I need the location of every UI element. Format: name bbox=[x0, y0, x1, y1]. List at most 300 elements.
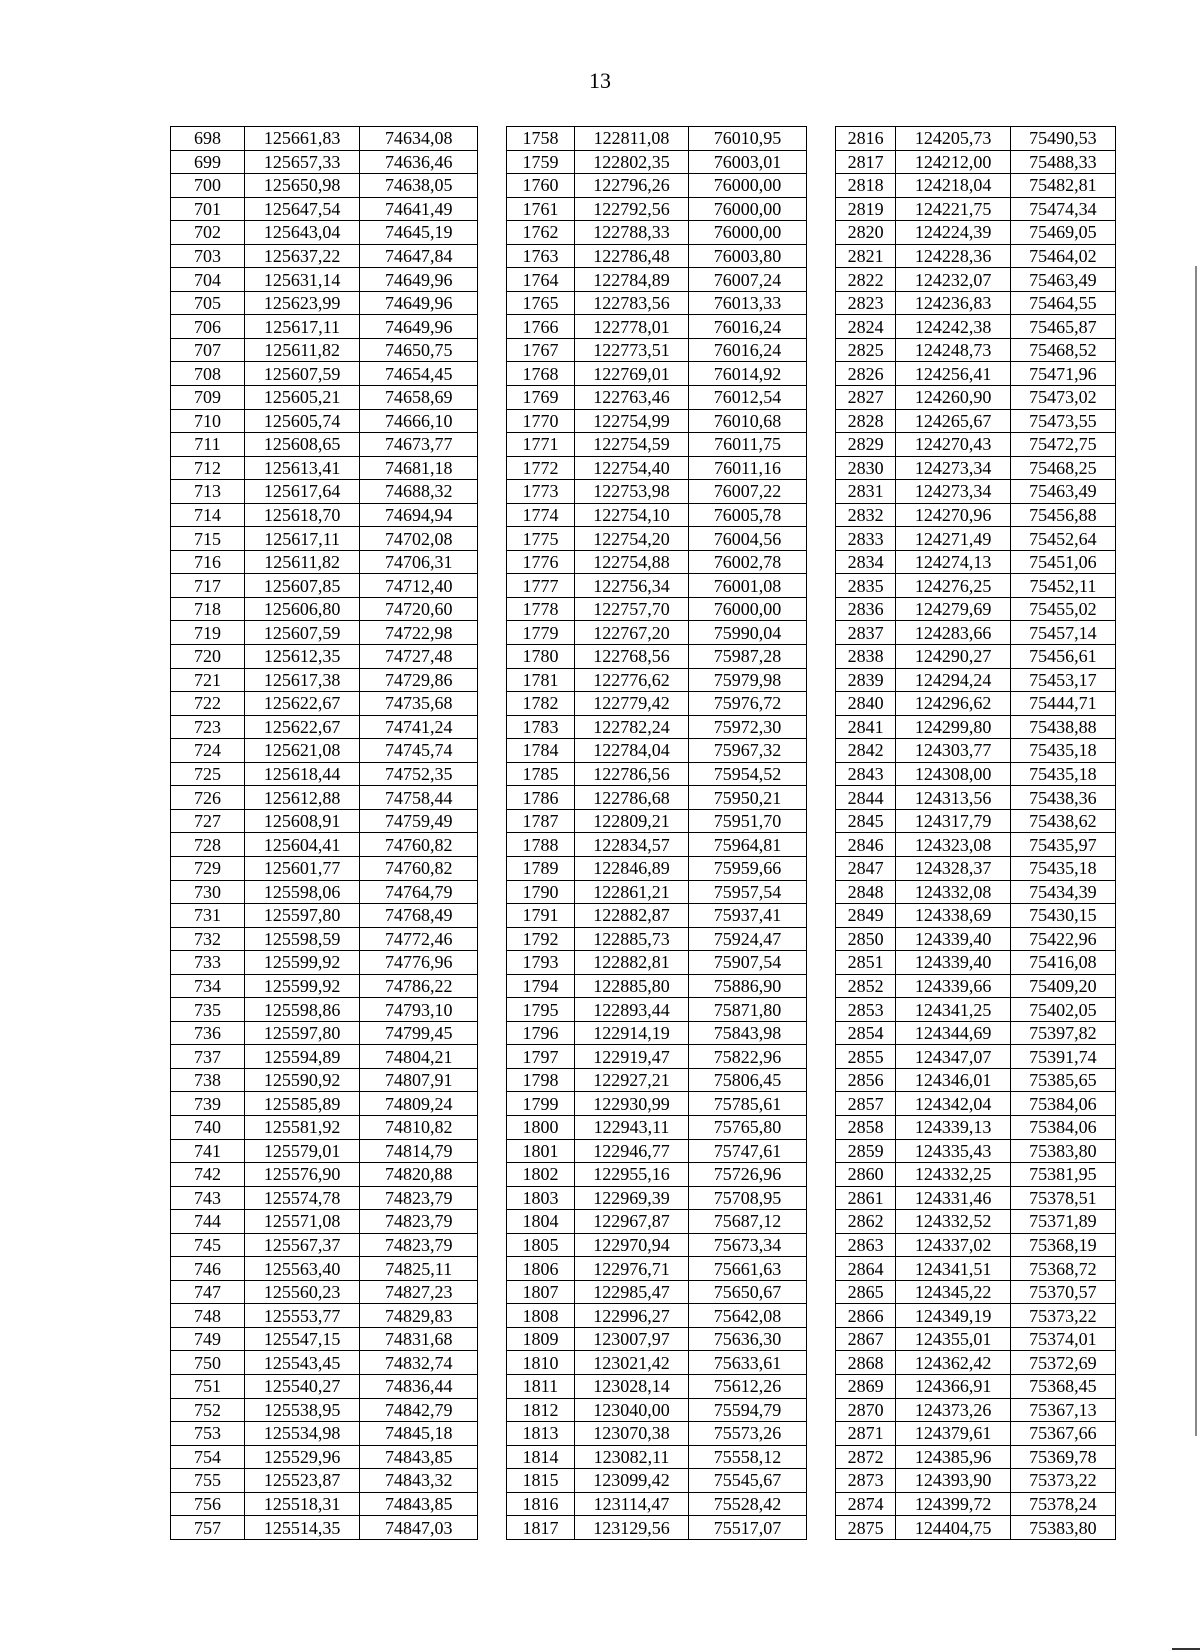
column-gap bbox=[478, 1280, 507, 1304]
x-coordinate-cell: 122792,56 bbox=[574, 197, 688, 221]
x-coordinate-cell: 124399,72 bbox=[896, 1492, 1010, 1516]
y-coordinate-cell: 75435,18 bbox=[1010, 856, 1115, 880]
x-coordinate-cell: 125594,89 bbox=[244, 1045, 360, 1069]
y-coordinate-cell: 74658,69 bbox=[360, 386, 478, 410]
x-coordinate-cell: 124332,08 bbox=[896, 880, 1010, 904]
point-number-cell: 708 bbox=[171, 362, 245, 386]
x-coordinate-cell: 125585,89 bbox=[244, 1092, 360, 1116]
y-coordinate-cell: 76013,33 bbox=[689, 291, 807, 315]
x-coordinate-cell: 124347,07 bbox=[896, 1045, 1010, 1069]
y-coordinate-cell: 75987,28 bbox=[689, 645, 807, 669]
point-number-cell: 2821 bbox=[835, 244, 895, 268]
point-number-cell: 743 bbox=[171, 1186, 245, 1210]
point-number-cell: 1767 bbox=[507, 338, 575, 362]
x-coordinate-cell: 122976,71 bbox=[574, 1257, 688, 1281]
point-number-cell: 722 bbox=[171, 692, 245, 716]
y-coordinate-cell: 75482,81 bbox=[1010, 174, 1115, 198]
x-coordinate-cell: 124362,42 bbox=[896, 1351, 1010, 1375]
y-coordinate-cell: 75457,14 bbox=[1010, 621, 1115, 645]
point-number-cell: 754 bbox=[171, 1445, 245, 1469]
point-number-cell: 1807 bbox=[507, 1280, 575, 1304]
y-coordinate-cell: 74727,48 bbox=[360, 645, 478, 669]
point-number-cell: 1759 bbox=[507, 150, 575, 174]
x-coordinate-cell: 125607,85 bbox=[244, 574, 360, 598]
table-row bbox=[171, 1163, 1116, 1187]
x-coordinate-cell: 125622,67 bbox=[244, 715, 360, 739]
x-coordinate-cell: 122783,56 bbox=[574, 291, 688, 315]
y-coordinate-cell: 75381,95 bbox=[1010, 1163, 1115, 1187]
column-gap bbox=[478, 1257, 507, 1281]
column-gap bbox=[806, 786, 835, 810]
point-number-cell: 2841 bbox=[835, 715, 895, 739]
point-number-cell: 1795 bbox=[507, 998, 575, 1022]
x-coordinate-cell: 124346,01 bbox=[896, 1068, 1010, 1092]
x-coordinate-cell: 122802,35 bbox=[574, 150, 688, 174]
point-number-cell: 2846 bbox=[835, 833, 895, 857]
x-coordinate-cell: 122882,87 bbox=[574, 904, 688, 928]
y-coordinate-cell: 75463,49 bbox=[1010, 268, 1115, 292]
point-number-cell: 1781 bbox=[507, 668, 575, 692]
scan-edge-mark bbox=[1195, 266, 1197, 1436]
point-number-cell: 1816 bbox=[507, 1492, 575, 1516]
column-gap bbox=[806, 386, 835, 410]
point-number-cell: 2839 bbox=[835, 668, 895, 692]
point-number-cell: 1813 bbox=[507, 1422, 575, 1446]
x-coordinate-cell: 124339,40 bbox=[896, 927, 1010, 951]
x-coordinate-cell: 122927,21 bbox=[574, 1068, 688, 1092]
point-number-cell: 737 bbox=[171, 1045, 245, 1069]
y-coordinate-cell: 76003,80 bbox=[689, 244, 807, 268]
y-coordinate-cell: 74820,88 bbox=[360, 1163, 478, 1187]
x-coordinate-cell: 123040,00 bbox=[574, 1398, 688, 1422]
x-coordinate-cell: 122773,51 bbox=[574, 338, 688, 362]
point-number-cell: 1780 bbox=[507, 645, 575, 669]
column-gap bbox=[806, 127, 835, 151]
y-coordinate-cell: 76010,95 bbox=[689, 127, 807, 151]
x-coordinate-cell: 125574,78 bbox=[244, 1186, 360, 1210]
column-gap bbox=[478, 127, 507, 151]
x-coordinate-cell: 122919,47 bbox=[574, 1045, 688, 1069]
column-gap bbox=[478, 574, 507, 598]
y-coordinate-cell: 76007,24 bbox=[689, 268, 807, 292]
x-coordinate-cell: 124236,83 bbox=[896, 291, 1010, 315]
point-number-cell: 2858 bbox=[835, 1115, 895, 1139]
point-number-cell: 1770 bbox=[507, 409, 575, 433]
point-number-cell: 1760 bbox=[507, 174, 575, 198]
x-coordinate-cell: 124342,04 bbox=[896, 1092, 1010, 1116]
point-number-cell: 698 bbox=[171, 127, 245, 151]
table-row bbox=[171, 550, 1116, 574]
y-coordinate-cell: 75937,41 bbox=[689, 904, 807, 928]
point-number-cell: 700 bbox=[171, 174, 245, 198]
y-coordinate-cell: 75573,26 bbox=[689, 1422, 807, 1446]
y-coordinate-cell: 74843,85 bbox=[360, 1492, 478, 1516]
x-coordinate-cell: 125599,92 bbox=[244, 951, 360, 975]
y-coordinate-cell: 74807,91 bbox=[360, 1068, 478, 1092]
table-row bbox=[171, 1422, 1116, 1446]
column-gap bbox=[478, 268, 507, 292]
y-coordinate-cell: 74829,83 bbox=[360, 1304, 478, 1328]
point-number-cell: 727 bbox=[171, 809, 245, 833]
point-number-cell: 1808 bbox=[507, 1304, 575, 1328]
x-coordinate-cell: 125607,59 bbox=[244, 621, 360, 645]
x-coordinate-cell: 124385,96 bbox=[896, 1445, 1010, 1469]
point-number-cell: 2849 bbox=[835, 904, 895, 928]
y-coordinate-cell: 75957,54 bbox=[689, 880, 807, 904]
point-number-cell: 702 bbox=[171, 221, 245, 245]
x-coordinate-cell: 123007,97 bbox=[574, 1327, 688, 1351]
x-coordinate-cell: 122946,77 bbox=[574, 1139, 688, 1163]
column-gap bbox=[806, 856, 835, 880]
x-coordinate-cell: 125607,59 bbox=[244, 362, 360, 386]
x-coordinate-cell: 124265,67 bbox=[896, 409, 1010, 433]
y-coordinate-cell: 75453,17 bbox=[1010, 668, 1115, 692]
point-number-cell: 2852 bbox=[835, 974, 895, 998]
point-number-cell: 1775 bbox=[507, 527, 575, 551]
x-coordinate-cell: 125540,27 bbox=[244, 1374, 360, 1398]
x-coordinate-cell: 125617,11 bbox=[244, 315, 360, 339]
y-coordinate-cell: 75371,89 bbox=[1010, 1210, 1115, 1234]
column-gap bbox=[478, 951, 507, 975]
point-number-cell: 2818 bbox=[835, 174, 895, 198]
point-number-cell: 2843 bbox=[835, 762, 895, 786]
point-number-cell: 710 bbox=[171, 409, 245, 433]
x-coordinate-cell: 125563,40 bbox=[244, 1257, 360, 1281]
y-coordinate-cell: 75452,11 bbox=[1010, 574, 1115, 598]
y-coordinate-cell: 74712,40 bbox=[360, 574, 478, 598]
table-row bbox=[171, 480, 1116, 504]
column-gap bbox=[806, 1351, 835, 1375]
column-gap bbox=[806, 409, 835, 433]
point-number-cell: 2842 bbox=[835, 739, 895, 763]
column-gap bbox=[478, 645, 507, 669]
x-coordinate-cell: 125608,65 bbox=[244, 433, 360, 457]
table-row bbox=[171, 1351, 1116, 1375]
column-gap bbox=[478, 1139, 507, 1163]
column-gap bbox=[806, 527, 835, 551]
point-number-cell: 701 bbox=[171, 197, 245, 221]
point-number-cell: 1790 bbox=[507, 880, 575, 904]
x-coordinate-cell: 125601,77 bbox=[244, 856, 360, 880]
x-coordinate-cell: 124212,00 bbox=[896, 150, 1010, 174]
x-coordinate-cell: 124221,75 bbox=[896, 197, 1010, 221]
table-row bbox=[171, 833, 1116, 857]
column-gap bbox=[478, 786, 507, 810]
y-coordinate-cell: 74636,46 bbox=[360, 150, 478, 174]
x-coordinate-cell: 122786,68 bbox=[574, 786, 688, 810]
x-coordinate-cell: 125613,41 bbox=[244, 456, 360, 480]
page-number: 13 bbox=[589, 68, 611, 93]
x-coordinate-cell: 124205,73 bbox=[896, 127, 1010, 151]
y-coordinate-cell: 74649,96 bbox=[360, 268, 478, 292]
x-coordinate-cell: 122769,01 bbox=[574, 362, 688, 386]
y-coordinate-cell: 75422,96 bbox=[1010, 927, 1115, 951]
y-coordinate-cell: 75370,57 bbox=[1010, 1280, 1115, 1304]
point-number-cell: 1771 bbox=[507, 433, 575, 457]
x-coordinate-cell: 125606,80 bbox=[244, 597, 360, 621]
y-coordinate-cell: 75972,30 bbox=[689, 715, 807, 739]
table-row bbox=[171, 1257, 1116, 1281]
point-number-cell: 1794 bbox=[507, 974, 575, 998]
column-gap bbox=[806, 221, 835, 245]
y-coordinate-cell: 74760,82 bbox=[360, 833, 478, 857]
x-coordinate-cell: 124270,96 bbox=[896, 503, 1010, 527]
x-coordinate-cell: 125605,74 bbox=[244, 409, 360, 433]
table-row bbox=[171, 1068, 1116, 1092]
x-coordinate-cell: 125617,11 bbox=[244, 527, 360, 551]
point-number-cell: 2848 bbox=[835, 880, 895, 904]
y-coordinate-cell: 74764,79 bbox=[360, 880, 478, 904]
x-coordinate-cell: 125650,98 bbox=[244, 174, 360, 198]
x-coordinate-cell: 122757,70 bbox=[574, 597, 688, 621]
point-number-cell: 709 bbox=[171, 386, 245, 410]
y-coordinate-cell: 75990,04 bbox=[689, 621, 807, 645]
point-number-cell: 2863 bbox=[835, 1233, 895, 1257]
point-number-cell: 2859 bbox=[835, 1139, 895, 1163]
y-coordinate-cell: 75464,55 bbox=[1010, 291, 1115, 315]
x-coordinate-cell: 123099,42 bbox=[574, 1469, 688, 1493]
column-gap bbox=[478, 668, 507, 692]
point-number-cell: 2831 bbox=[835, 480, 895, 504]
point-number-cell: 1773 bbox=[507, 480, 575, 504]
x-coordinate-cell: 125612,88 bbox=[244, 786, 360, 810]
y-coordinate-cell: 75517,07 bbox=[689, 1516, 807, 1540]
y-coordinate-cell: 75951,70 bbox=[689, 809, 807, 833]
y-coordinate-cell: 75843,98 bbox=[689, 1021, 807, 1045]
column-gap bbox=[806, 1186, 835, 1210]
y-coordinate-cell: 74772,46 bbox=[360, 927, 478, 951]
y-coordinate-cell: 75416,08 bbox=[1010, 951, 1115, 975]
table-row bbox=[171, 998, 1116, 1022]
y-coordinate-cell: 74666,10 bbox=[360, 409, 478, 433]
y-coordinate-cell: 75384,06 bbox=[1010, 1115, 1115, 1139]
point-number-cell: 2857 bbox=[835, 1092, 895, 1116]
point-number-cell: 718 bbox=[171, 597, 245, 621]
point-number-cell: 748 bbox=[171, 1304, 245, 1328]
x-coordinate-cell: 124274,13 bbox=[896, 550, 1010, 574]
y-coordinate-cell: 75369,78 bbox=[1010, 1445, 1115, 1469]
x-coordinate-cell: 124339,13 bbox=[896, 1115, 1010, 1139]
x-coordinate-cell: 124242,38 bbox=[896, 315, 1010, 339]
table-row bbox=[171, 291, 1116, 315]
y-coordinate-cell: 75822,96 bbox=[689, 1045, 807, 1069]
column-gap bbox=[806, 1445, 835, 1469]
table-row bbox=[171, 1139, 1116, 1163]
x-coordinate-cell: 124404,75 bbox=[896, 1516, 1010, 1540]
point-number-cell: 740 bbox=[171, 1115, 245, 1139]
point-number-cell: 2823 bbox=[835, 291, 895, 315]
column-gap bbox=[478, 1210, 507, 1234]
y-coordinate-cell: 76016,24 bbox=[689, 315, 807, 339]
x-coordinate-cell: 125622,67 bbox=[244, 692, 360, 716]
x-coordinate-cell: 125618,70 bbox=[244, 503, 360, 527]
x-coordinate-cell: 125661,83 bbox=[244, 127, 360, 151]
point-number-cell: 742 bbox=[171, 1163, 245, 1187]
column-gap bbox=[806, 739, 835, 763]
y-coordinate-cell: 74641,49 bbox=[360, 197, 478, 221]
x-coordinate-cell: 125657,33 bbox=[244, 150, 360, 174]
x-coordinate-cell: 122782,24 bbox=[574, 715, 688, 739]
table-row bbox=[171, 1233, 1116, 1257]
x-coordinate-cell: 122768,56 bbox=[574, 645, 688, 669]
y-coordinate-cell: 74729,86 bbox=[360, 668, 478, 692]
y-coordinate-cell: 74804,21 bbox=[360, 1045, 478, 1069]
y-coordinate-cell: 75373,22 bbox=[1010, 1304, 1115, 1328]
y-coordinate-cell: 76011,75 bbox=[689, 433, 807, 457]
column-gap bbox=[478, 315, 507, 339]
y-coordinate-cell: 74786,22 bbox=[360, 974, 478, 998]
column-gap bbox=[478, 550, 507, 574]
y-coordinate-cell: 75954,52 bbox=[689, 762, 807, 786]
x-coordinate-cell: 124308,00 bbox=[896, 762, 1010, 786]
y-coordinate-cell: 75373,22 bbox=[1010, 1469, 1115, 1493]
x-coordinate-cell: 124218,04 bbox=[896, 174, 1010, 198]
column-gap bbox=[478, 174, 507, 198]
x-coordinate-cell: 122970,94 bbox=[574, 1233, 688, 1257]
y-coordinate-cell: 75469,05 bbox=[1010, 221, 1115, 245]
x-coordinate-cell: 123028,14 bbox=[574, 1374, 688, 1398]
y-coordinate-cell: 75435,18 bbox=[1010, 762, 1115, 786]
x-coordinate-cell: 125617,64 bbox=[244, 480, 360, 504]
table-row bbox=[171, 1304, 1116, 1328]
y-coordinate-cell: 74735,68 bbox=[360, 692, 478, 716]
column-gap bbox=[478, 739, 507, 763]
y-coordinate-cell: 74836,44 bbox=[360, 1374, 478, 1398]
x-coordinate-cell: 124256,41 bbox=[896, 362, 1010, 386]
x-coordinate-cell: 125631,14 bbox=[244, 268, 360, 292]
y-coordinate-cell: 75806,45 bbox=[689, 1068, 807, 1092]
point-number-cell: 2865 bbox=[835, 1280, 895, 1304]
table-row bbox=[171, 597, 1116, 621]
point-number-cell: 707 bbox=[171, 338, 245, 362]
point-number-cell: 1787 bbox=[507, 809, 575, 833]
y-coordinate-cell: 75650,67 bbox=[689, 1280, 807, 1304]
column-gap bbox=[478, 1374, 507, 1398]
coordinates-table-body bbox=[171, 127, 1116, 1540]
table-row bbox=[171, 692, 1116, 716]
y-coordinate-cell: 75765,80 bbox=[689, 1115, 807, 1139]
x-coordinate-cell: 122885,73 bbox=[574, 927, 688, 951]
y-coordinate-cell: 74654,45 bbox=[360, 362, 478, 386]
x-coordinate-cell: 125576,90 bbox=[244, 1163, 360, 1187]
point-number-cell: 755 bbox=[171, 1469, 245, 1493]
table-row bbox=[171, 951, 1116, 975]
column-gap bbox=[806, 480, 835, 504]
x-coordinate-cell: 125523,87 bbox=[244, 1469, 360, 1493]
x-coordinate-cell: 122754,40 bbox=[574, 456, 688, 480]
y-coordinate-cell: 75886,90 bbox=[689, 974, 807, 998]
point-number-cell: 1782 bbox=[507, 692, 575, 716]
y-coordinate-cell: 75528,42 bbox=[689, 1492, 807, 1516]
point-number-cell: 719 bbox=[171, 621, 245, 645]
point-number-cell: 2873 bbox=[835, 1469, 895, 1493]
x-coordinate-cell: 124290,27 bbox=[896, 645, 1010, 669]
column-gap bbox=[478, 503, 507, 527]
y-coordinate-cell: 76010,68 bbox=[689, 409, 807, 433]
column-gap bbox=[806, 1327, 835, 1351]
point-number-cell: 738 bbox=[171, 1068, 245, 1092]
point-number-cell: 1814 bbox=[507, 1445, 575, 1469]
y-coordinate-cell: 75456,61 bbox=[1010, 645, 1115, 669]
x-coordinate-cell: 124331,46 bbox=[896, 1186, 1010, 1210]
column-gap bbox=[806, 1398, 835, 1422]
y-coordinate-cell: 74823,79 bbox=[360, 1210, 478, 1234]
column-gap bbox=[478, 386, 507, 410]
point-number-cell: 2844 bbox=[835, 786, 895, 810]
point-number-cell: 2862 bbox=[835, 1210, 895, 1234]
y-coordinate-cell: 75488,33 bbox=[1010, 150, 1115, 174]
column-gap bbox=[806, 550, 835, 574]
x-coordinate-cell: 125608,91 bbox=[244, 809, 360, 833]
x-coordinate-cell: 124328,37 bbox=[896, 856, 1010, 880]
point-number-cell: 757 bbox=[171, 1516, 245, 1540]
point-number-cell: 2861 bbox=[835, 1186, 895, 1210]
table-row bbox=[171, 1210, 1116, 1234]
point-number-cell: 712 bbox=[171, 456, 245, 480]
point-number-cell: 2855 bbox=[835, 1045, 895, 1069]
point-number-cell: 723 bbox=[171, 715, 245, 739]
x-coordinate-cell: 122955,16 bbox=[574, 1163, 688, 1187]
y-coordinate-cell: 76012,54 bbox=[689, 386, 807, 410]
point-number-cell: 1784 bbox=[507, 739, 575, 763]
point-number-cell: 1762 bbox=[507, 221, 575, 245]
table-row bbox=[171, 1492, 1116, 1516]
table-row bbox=[171, 409, 1116, 433]
y-coordinate-cell: 75472,75 bbox=[1010, 433, 1115, 457]
x-coordinate-cell: 125581,92 bbox=[244, 1115, 360, 1139]
x-coordinate-cell: 125612,35 bbox=[244, 645, 360, 669]
table-row bbox=[171, 1186, 1116, 1210]
column-gap bbox=[478, 809, 507, 833]
x-coordinate-cell: 124349,19 bbox=[896, 1304, 1010, 1328]
table-row bbox=[171, 1115, 1116, 1139]
table-row bbox=[171, 574, 1116, 598]
point-number-cell: 1786 bbox=[507, 786, 575, 810]
y-coordinate-cell: 75367,66 bbox=[1010, 1422, 1115, 1446]
point-number-cell: 1779 bbox=[507, 621, 575, 645]
y-coordinate-cell: 75907,54 bbox=[689, 951, 807, 975]
x-coordinate-cell: 122834,57 bbox=[574, 833, 688, 857]
point-number-cell: 2838 bbox=[835, 645, 895, 669]
point-number-cell: 1785 bbox=[507, 762, 575, 786]
point-number-cell: 1796 bbox=[507, 1021, 575, 1045]
y-coordinate-cell: 76005,78 bbox=[689, 503, 807, 527]
x-coordinate-cell: 124224,39 bbox=[896, 221, 1010, 245]
x-coordinate-cell: 125538,95 bbox=[244, 1398, 360, 1422]
table-row bbox=[171, 1516, 1116, 1540]
x-coordinate-cell: 122778,01 bbox=[574, 315, 688, 339]
column-gap bbox=[478, 1422, 507, 1446]
point-number-cell: 1772 bbox=[507, 456, 575, 480]
x-coordinate-cell: 122788,33 bbox=[574, 221, 688, 245]
column-gap bbox=[806, 762, 835, 786]
y-coordinate-cell: 74638,05 bbox=[360, 174, 478, 198]
y-coordinate-cell: 76002,78 bbox=[689, 550, 807, 574]
y-coordinate-cell: 75372,69 bbox=[1010, 1351, 1115, 1375]
point-number-cell: 714 bbox=[171, 503, 245, 527]
point-number-cell: 699 bbox=[171, 150, 245, 174]
point-number-cell: 739 bbox=[171, 1092, 245, 1116]
column-gap bbox=[806, 1210, 835, 1234]
table-row bbox=[171, 268, 1116, 292]
y-coordinate-cell: 75468,25 bbox=[1010, 456, 1115, 480]
x-coordinate-cell: 125514,35 bbox=[244, 1516, 360, 1540]
point-number-cell: 753 bbox=[171, 1422, 245, 1446]
x-coordinate-cell: 125560,23 bbox=[244, 1280, 360, 1304]
point-number-cell: 703 bbox=[171, 244, 245, 268]
x-coordinate-cell: 125543,45 bbox=[244, 1351, 360, 1375]
point-number-cell: 1805 bbox=[507, 1233, 575, 1257]
